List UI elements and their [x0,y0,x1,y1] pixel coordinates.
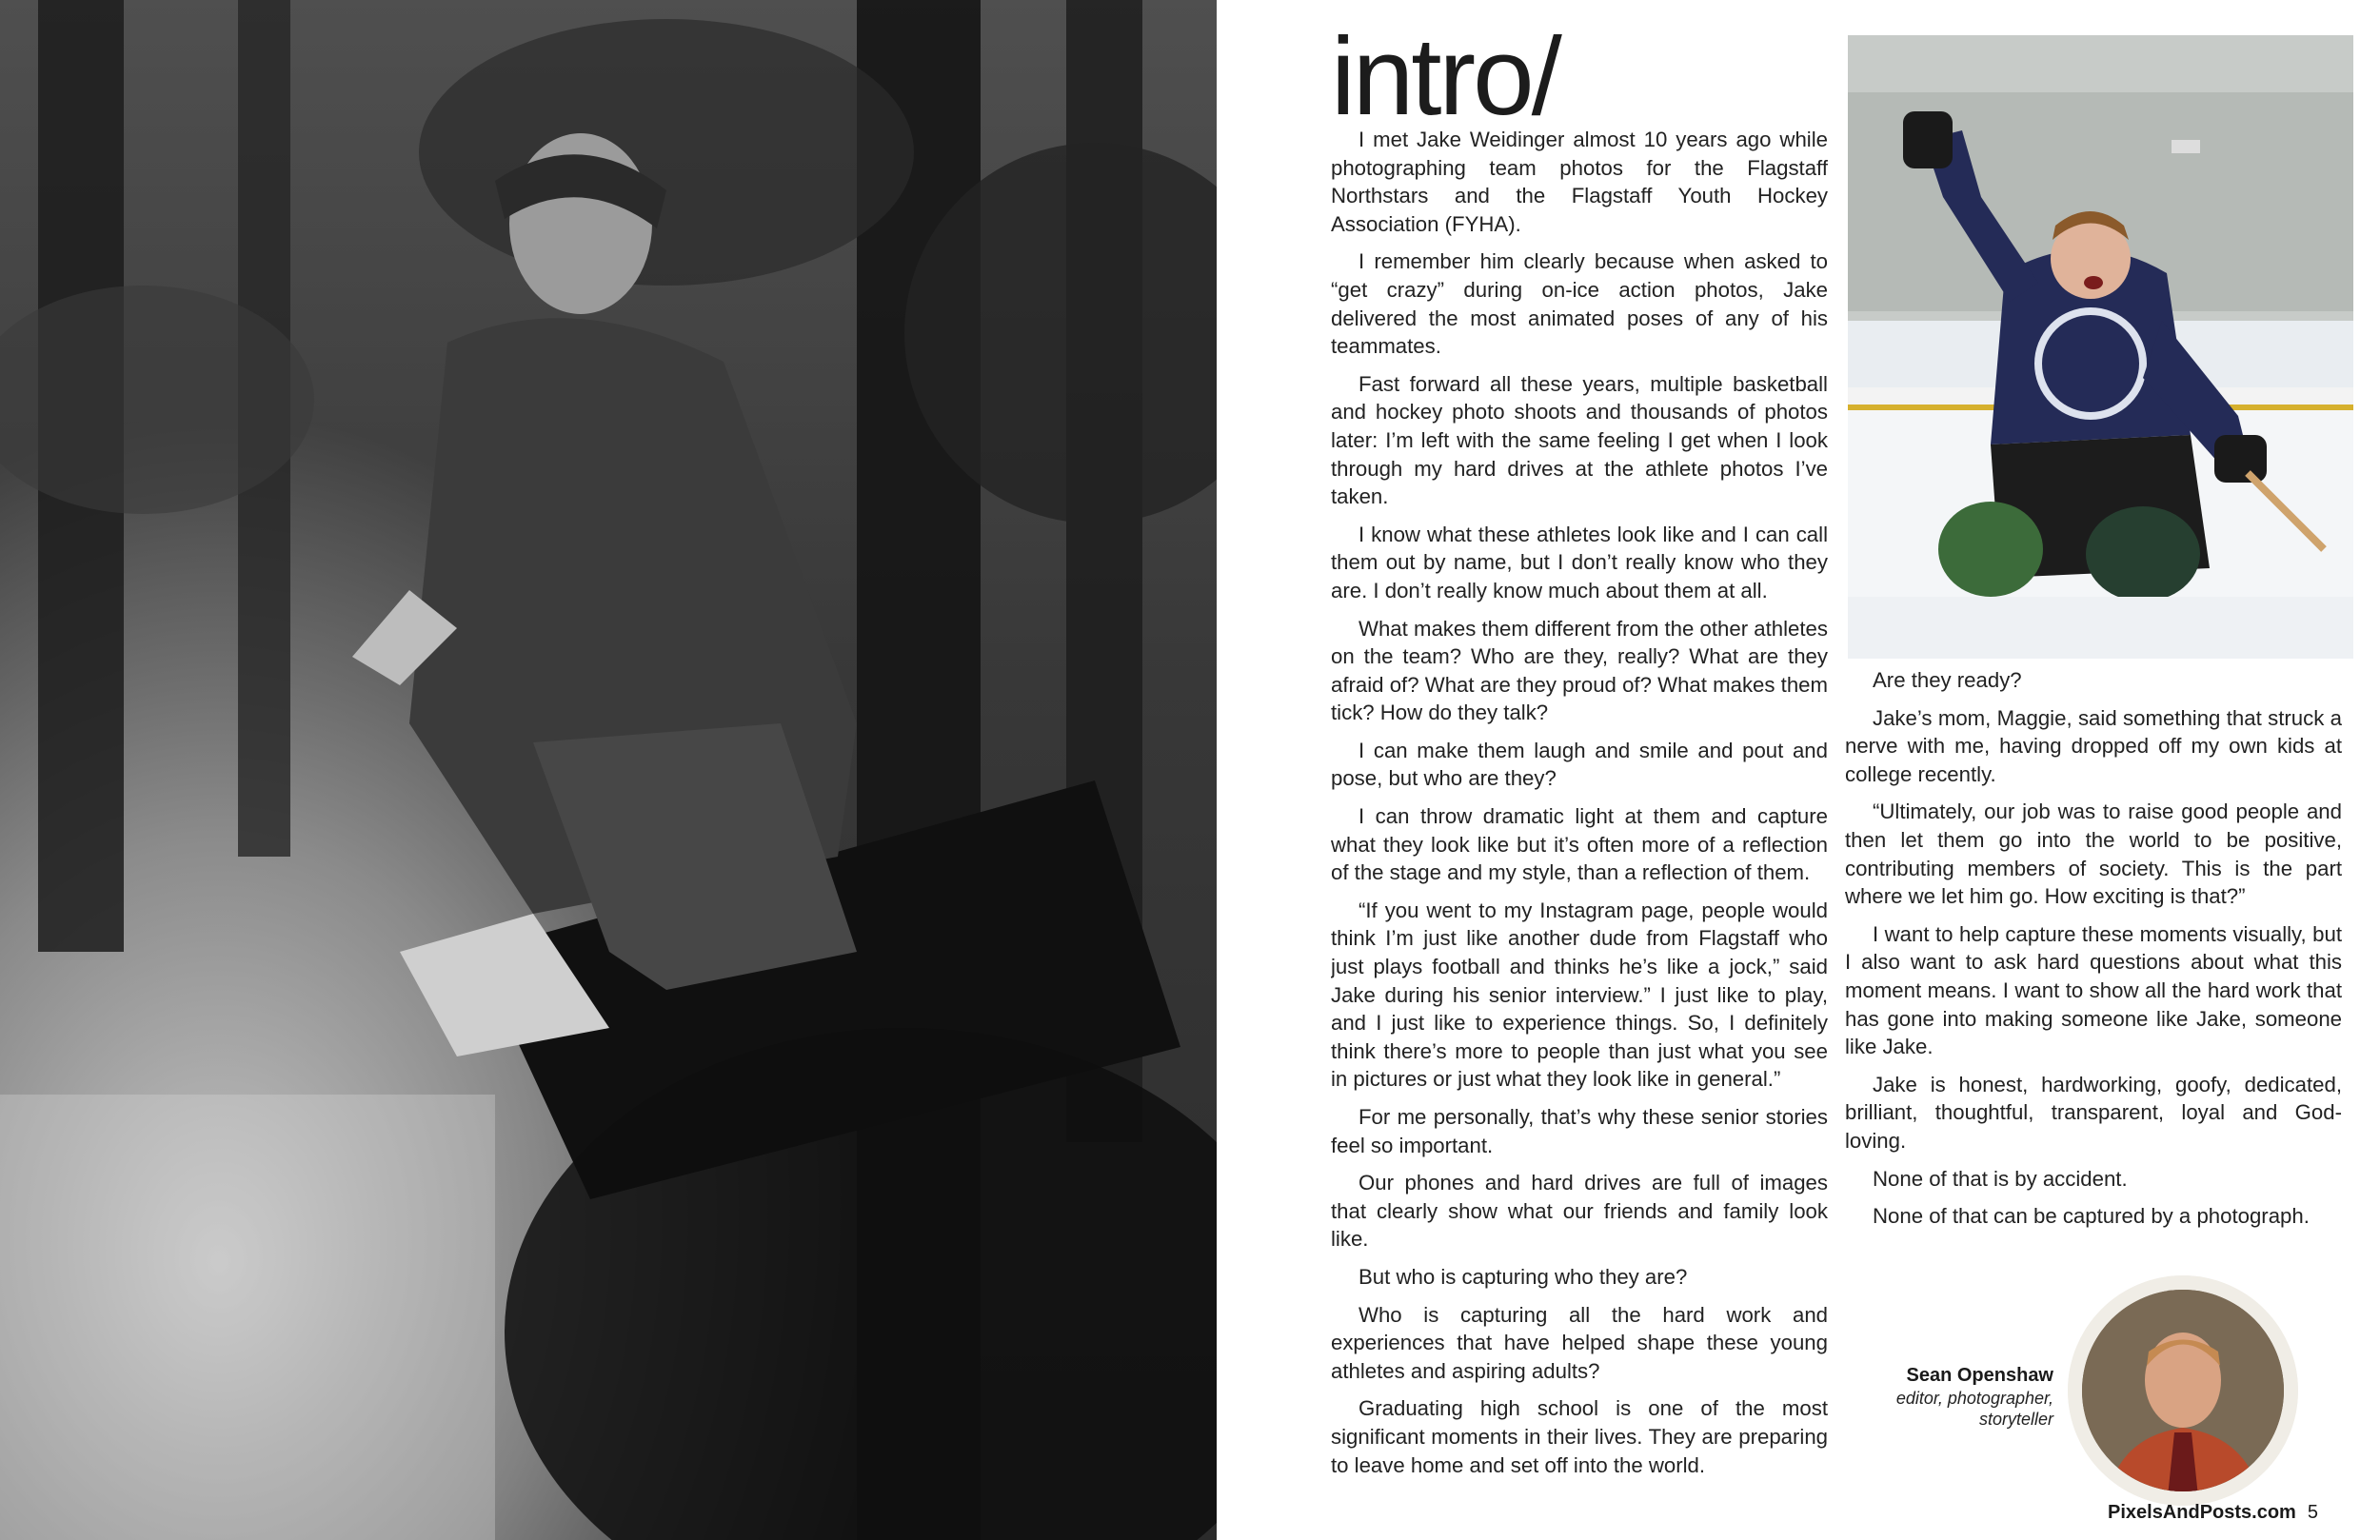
article-column-1 [1331,126,1828,1525]
paragraph: Our phones and hard drives are full of images that clearly show what our friends and family look like. [1331,1171,1828,1252]
paragraph: None of that can be captured by a photograph. [1873,1204,2310,1229]
paragraph: I remember him clearly because when asked to “get crazy” during on-ice action photos, Jake delivered the most animated poses of any of his teammates. [1331,249,1828,359]
paragraph: Graduating high school is one of the most significant moments in their lives. They are preparing to leave home and set off into the world. [1331,1396,1828,1477]
paragraph: I know what these athletes look like and I can call them out by name, but I don’t really know who they are. I don’t really know much about them at all. [1331,522,1828,602]
byline [1882,1364,2053,1430]
paragraph: Fast forward all these years, multiple basketball and hockey photo shoots and thousands of photos later: I’m left with the same feeling I get when I look through my hard drives at the athlete photos I’ve taken. [1331,371,1828,509]
author-name: Sean Openshaw [1906,1365,2053,1386]
site-name: PixelsAndPosts.com [2108,1502,2296,1523]
paragraph: For me personally, that’s why these senior stories feel so important. [1331,1105,1828,1157]
page-title: intro/ [1331,14,1559,138]
paragraph: I want to help capture these moments visually, but I also want to ask hard questions about what this moment means. I want to show all the hard work that has gone into making someone like Jake, someone like Jake. [1845,921,2342,1059]
author-avatar [2068,1275,2298,1506]
paragraph: I can throw dramatic light at them and capture what they look like but it’s often more of a reflection of the stage and my style, than a reflection of them. [1331,804,1828,885]
author-avatar-graphic [2068,1275,2298,1506]
paragraph: “If you went to my Instagram page, people would think I’m just like another dude from Flagstaff who just plays football and thinks he’s like a jock,” said Jake during his senior interview.” I just like to play, and I just like to experience things. So, I definitely think there’s more to people than just what you see in pictures or just what they look like in general.” [1331,898,1828,1092]
paragraph: None of that is by accident. [1873,1166,2128,1191]
paragraph: “Ultimately, our job was to raise good people and then let them go into the world to be positive, contributing members of society. This is the part where we let him go. How exciting is that?” [1845,800,2342,909]
paragraph: I can make them laugh and smile and pout and pose, but who are they? [1331,738,1828,791]
author-role: editor, photographer, storyteller [1895,1389,2053,1429]
paragraph: What makes them different from the other athletes on the team? Who are they, really? What are they afraid of? What are they proud of? What makes them tick? How do they talk? [1331,616,1828,725]
paragraph: But who is capturing who they are? [1359,1264,1688,1289]
paragraph: I met Jake Weidinger almost 10 years ago while photographing team photos for the Flagstaff Northstars and the Flagstaff Youth Hockey Association (FYHA). [1331,128,1828,236]
page-footer [2108,1501,2318,1524]
paragraph: Are they ready? [1873,668,2022,692]
article-column-2 [1845,666,2342,1275]
hockey-photo-graphic [1848,35,2353,659]
paragraph: Jake’s mom, Maggie, said something that struck a nerve with me, having dropped off my own kids at college recently. [1845,705,2342,786]
paragraph: Jake is honest, hardworking, goofy, dedicated, brilliant, thoughtful, transparent, loyal and God-loving. [1845,1072,2342,1153]
hockey-photo [1848,35,2353,659]
page-number: 5 [2307,1502,2318,1523]
paragraph: Who is capturing all the hard work and experiences that have helped shape these young athletes and aspiring adults? [1331,1302,1828,1383]
